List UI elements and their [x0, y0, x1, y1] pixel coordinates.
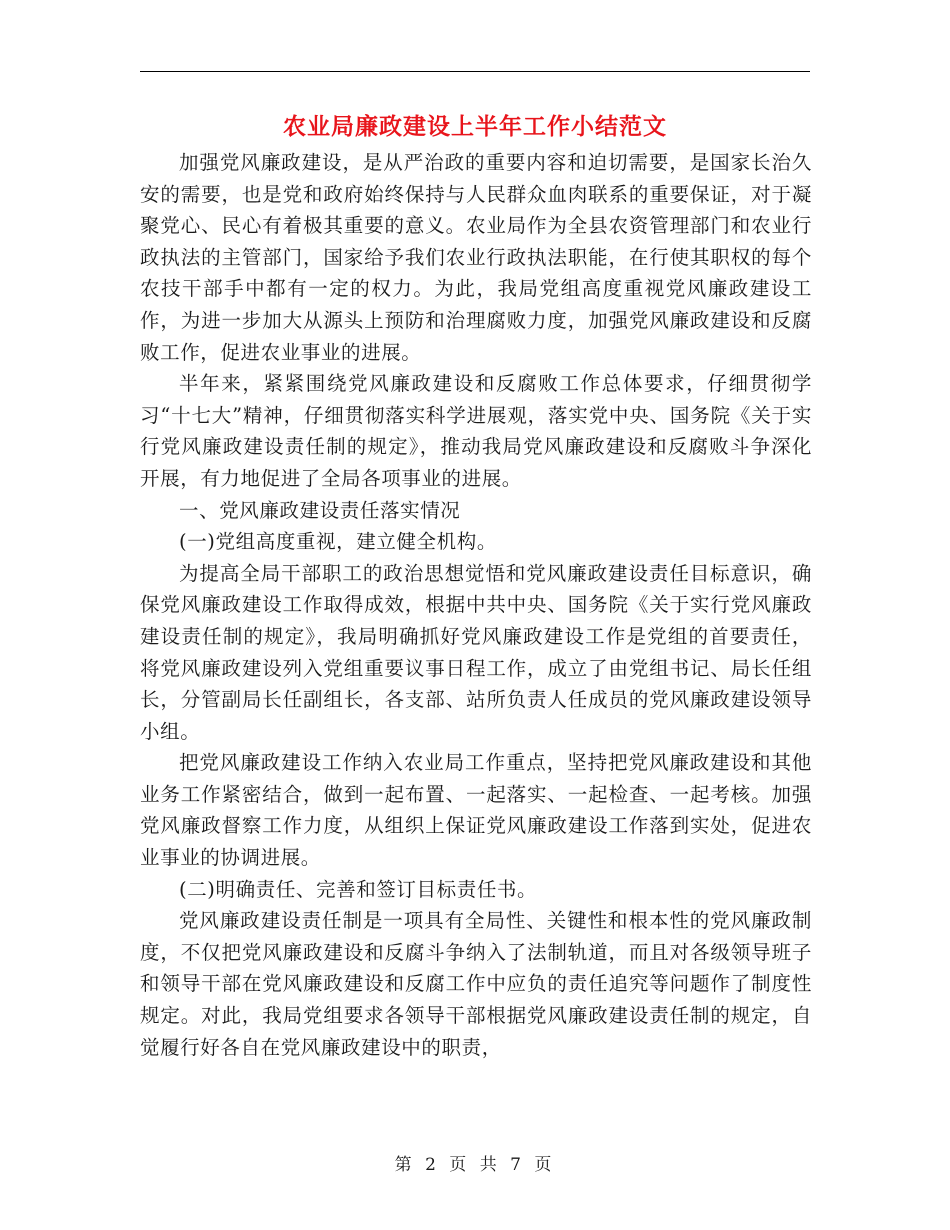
paragraph: 把党风廉政建设工作纳入农业局工作重点，坚持把党风廉政建设和其他业务工作紧密结合，做到一起布置、一起落实、一起检查、一起考核。加强党风廉政督察工作力度，从组织上保证党风廉政建设工作落到实处，促进农业事业的协调进展。 — [140, 751, 812, 870]
paragraph: 党风廉政建设责任制是一项具有全局性、关键性和根本性的党风廉政制度，不仅把党风廉政建设和反腐斗争纳入了法制轨道，而且对各级领导班子和领导干部在党风廉政建设和反腐工作中应负的责任追究等问题作了制度性规定。对此，我局党组要求各领导干部根据党风廉政建设责任制的规定，自觉履行好各自在党风廉政建设中的职责， — [140, 909, 812, 1059]
document-body — [140, 147, 812, 1063]
header-rule — [140, 71, 810, 72]
subsection-heading: (一)党组高度重视，建立健全机构。 — [179, 530, 497, 554]
section-heading: 一、党风廉政建设责任落实情况 — [179, 498, 461, 522]
page-number: 第 2 页 共 7 页 — [394, 1155, 556, 1175]
document-title: 农业局廉政建设上半年工作小结范文 — [283, 113, 667, 140]
subsection-heading: (二)明确责任、完善和签订目标责任书。 — [179, 877, 538, 901]
paragraph: 为提高全局干部职工的政治思想觉悟和党风廉政建设责任目标意识，确保党风廉政建设工作取得成效，根据中共中央、国务院《关于实行党风廉政建设责任制的规定》，我局明确抓好党风廉政建设工作是党组的首要责任，将党风廉政建设列入党组重要议事日程工作，成立了由党组书记、局长任组长，分管副局长任副组长，各支部、站所负责人任成员的党风廉政建设领导小组。 — [140, 561, 812, 743]
paragraph: 半年来，紧紧围绕党风廉政建设和反腐败工作总体要求，仔细贯彻学习“十七大”精神，仔细贯彻落实科学进展观，落实党中央、国务院《关于实行党风廉政建设责任制的规定》，推动我局党风廉政建设和反腐败斗争深化开展，有力地促进了全局各项事业的进展。 — [140, 372, 812, 490]
paragraph: 加强党风廉政建设，是从严治政的重要内容和迫切需要，是国家长治久安的需要，也是党和政府始终保持与人民群众血肉联系的重要保证，对于凝聚党心、民心有着极其重要的意义。农业局作为全县农资管理部门和农业行政执法的主管部门，国家给予我们农业行政执法职能，在行使其职权的每个农技干部手中都有一定的权力。为此，我局党组高度重视党风廉政建设工作，为进一步加大从源头上预防和治理腐败力度，加强党风廉政建设和反腐败工作，促进农业事业的进展。 — [140, 151, 812, 364]
